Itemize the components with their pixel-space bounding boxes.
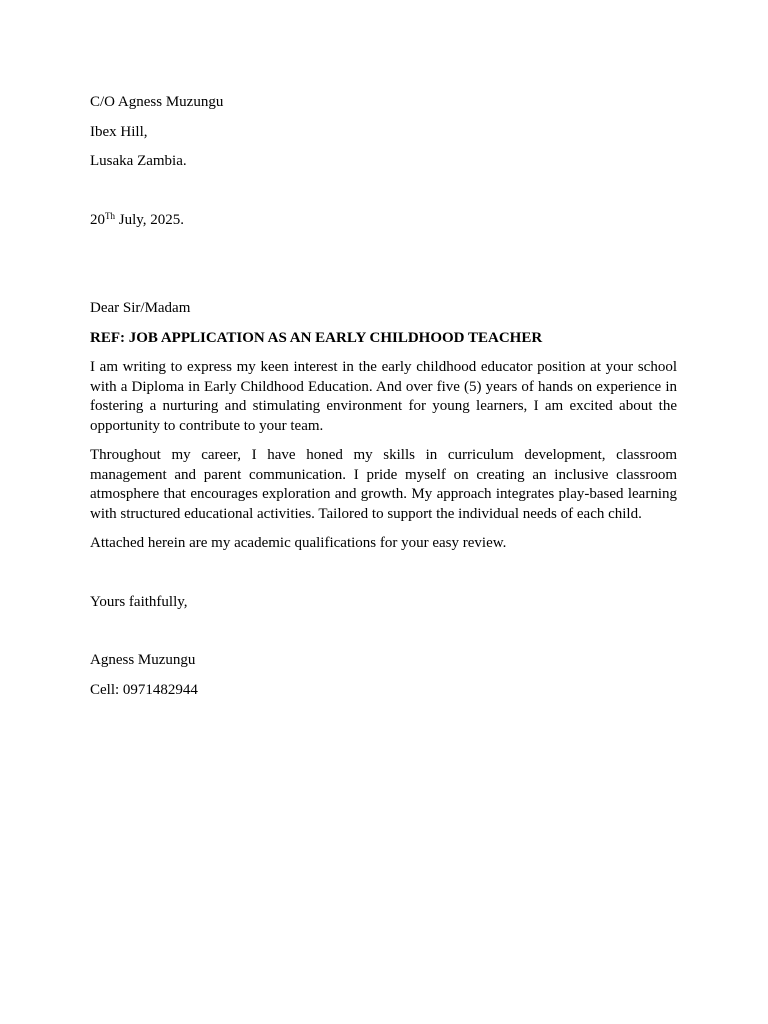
address-line-1: C/O Agness Muzungu <box>90 94 224 110</box>
date-month-year: July, 2025. <box>115 211 185 228</box>
letter-date <box>90 211 677 231</box>
body-paragraph-3: Attached herein are my academic qualifications for your easy review. <box>90 535 507 551</box>
letter-body <box>90 93 677 700</box>
date-day: 20 <box>90 211 105 228</box>
address-line-3: Lusaka Zambia. <box>90 153 187 169</box>
sender-cell: Cell: 0971482944 <box>90 681 198 698</box>
address-line-2: Ibex Hill, <box>90 123 148 140</box>
sender-name: Agness Muzungu <box>90 652 196 668</box>
salutation: Dear Sir/Madam <box>90 300 191 316</box>
body-paragraph-1: I am writing to express my keen interest in the early childhood educator position at your school with a Diploma in Early Childhood Education. And over five (5) years of hands on experience in fostering a nurturing and stimulating environment for young learners, I am excited about the opportunity to contribute to your team. <box>90 359 677 434</box>
date-ordinal-suffix: Th <box>105 210 115 221</box>
sender-address-block <box>90 93 677 172</box>
body-paragraph-2: Throughout my career, I have honed my skills in curriculum development, classroom management and parent communication. I pride myself on creating an inclusive classroom atmosphere that encourages exploration and growth. My approach integrates play-based learning with structured educational activities. Tailored to support the individual needs of each child. <box>90 447 677 522</box>
complimentary-close: Yours faithfully, <box>90 593 188 610</box>
reference-heading: REF: JOB APPLICATION AS AN EARLY CHILDHOOD TEACHER <box>90 329 543 346</box>
